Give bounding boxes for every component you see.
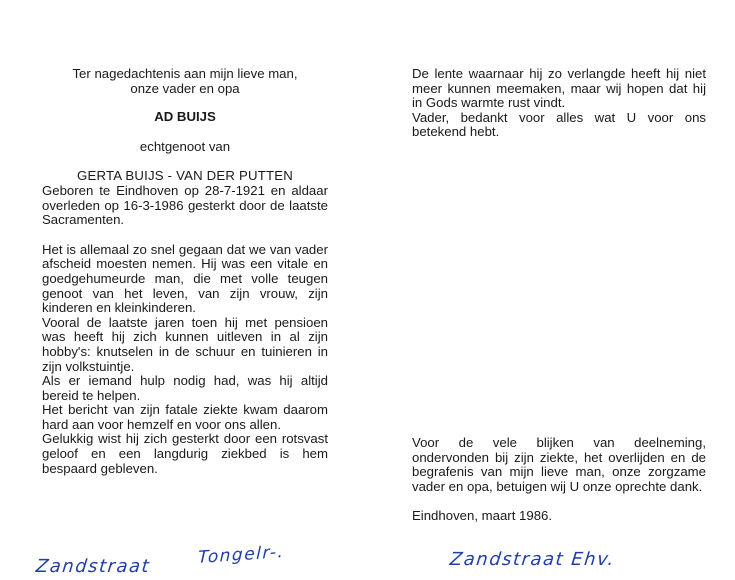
thanks-paragraph: Voor de vele blijken van deelneming, ondervonden bij zijn ziekte, het overlijden en de begrafenis van mijn lieve man, onze zorgzame vader en opa, betuigen wij U onze oprechte dank. — [412, 435, 706, 494]
paragraph-1: Het is allemaal zo snel gegaan dat we van vader afscheid moesten nemen. Hij was een vitale en goedgehumeurde man, die met volle teugen genoot van het leven, van zijn vrouw, zijn kinderen en kleinkinderen. — [42, 241, 328, 316]
handwritten-note-1: Zandstraat — [34, 556, 152, 577]
spring-paragraph: De lente waarnaar hij zo verlangde heeft hij niet meer kunnen meemaken, maar wij hopen dat hij in Gods warmte rust vindt. — [412, 66, 706, 111]
intro-line-1: Ter nagedachtenis aan mijn lieve man, — [72, 66, 298, 81]
handwritten-note-2: Tongelr-. — [197, 541, 285, 569]
thank-father-paragraph: Vader, bedankt voor alles wat U voor ons betekend hebt. — [412, 109, 706, 140]
paragraph-5: Gelukkig wist hij zich gesterkt door een rotsvast geloof en een langdurig ziekbed is hem bespaard gebleven. — [42, 431, 328, 476]
handwritten-note-3: Zandstraat Ehv. — [448, 549, 617, 570]
spouse-label: echtgenoot van — [139, 138, 231, 154]
deceased-name: AD BUIJS — [154, 109, 216, 125]
intro-line-2: onze vader en opa — [130, 80, 240, 96]
right-column-bottom — [412, 436, 706, 524]
left-column — [42, 67, 328, 476]
paragraph-4: Het bericht van zijn fatale ziekte kwam daarom hard aan voor hemzelf en voor ons allen. — [42, 402, 328, 432]
right-column-top — [412, 67, 706, 140]
paragraph-3: Als er iemand hulp nodig had, was hij altijd bereid te helpen. — [42, 373, 328, 403]
spouse-name: GERTA BUIJS - VAN DER PUTTEN — [77, 168, 293, 184]
paragraph-2: Vooral de laatste jaren toen hij met pensioen was heeft hij zich kunnen uitleven in al zijn hobby's: knutselen in de schuur en tuinieren in zijn volkstuintje. — [42, 314, 328, 374]
place-date: Eindhoven, maart 1986. — [412, 508, 553, 524]
birth-death-paragraph: Geboren te Eindhoven op 28-7-1921 en aldaar overleden op 16-3-1986 gesterkt door de laatste Sacramenten. — [42, 182, 328, 228]
